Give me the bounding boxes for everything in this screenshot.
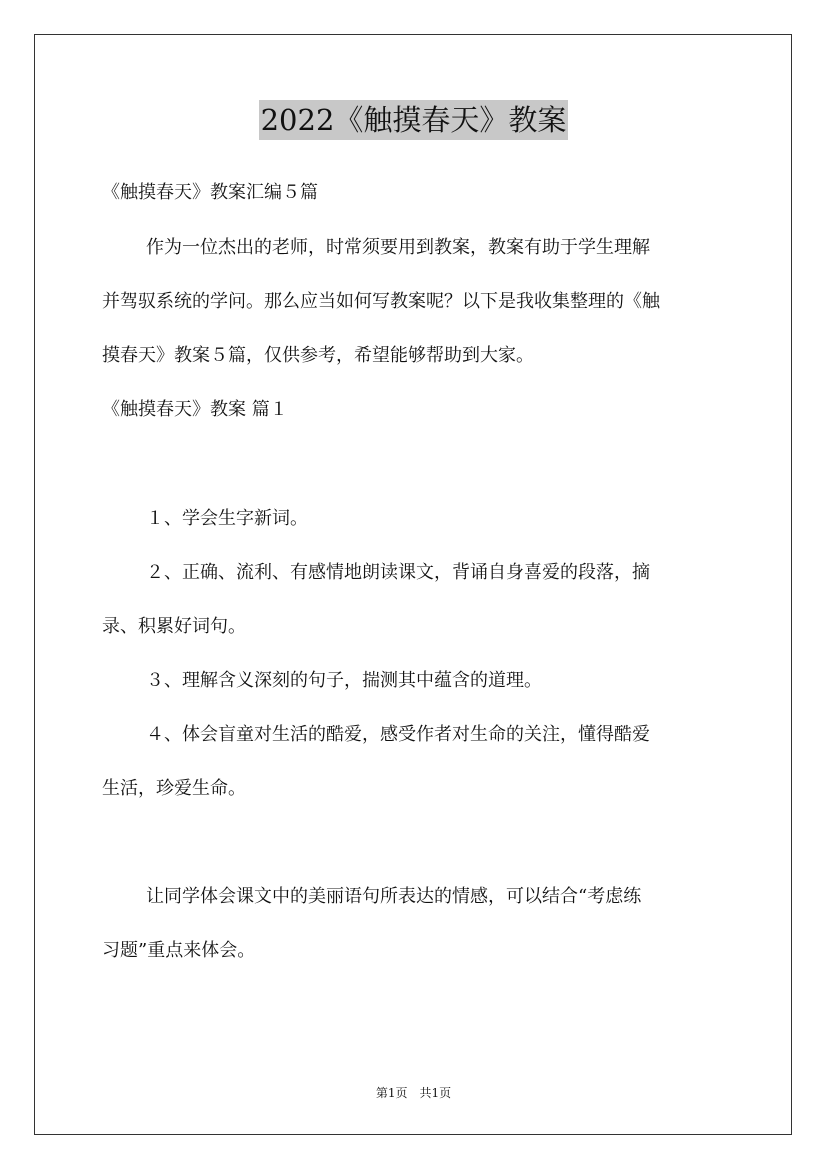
page-footer: 第1页 共1页 (375, 1086, 452, 1100)
title-wrap (0, 100, 827, 140)
subtitle: 《触摸春天》教案汇编５篇 (102, 182, 318, 203)
focus-line-2: 习题”重点来体会。 (102, 940, 256, 961)
intro-line-3: 摸春天》教案５篇，仅供参考，希望能够帮助到大家。 (102, 345, 534, 366)
focus-line-1: 让同学体会课文中的美丽语句所表达的情感，可以结合“考虑练 (146, 886, 642, 907)
document-title: 2022《触摸春天》教案 (259, 100, 569, 140)
goal-1: １、学会生字新词。 (146, 508, 308, 529)
goal-4-line-1: ４、体会盲童对生活的酷爱，感受作者对生命的关注，懂得酷爱 (146, 724, 650, 745)
intro-line-1: 作为一位杰出的老师，时常须要用到教案，教案有助于学生理解 (146, 237, 650, 258)
intro-line-2: 并驾驭系统的学问。那么应当如何写教案呢？以下是我收集整理的《触 (102, 291, 660, 312)
goal-2-line-2: 录、积累好词句。 (102, 616, 246, 637)
goal-3: ３、理解含义深刻的句子，揣测其中蕴含的道理。 (146, 670, 542, 691)
goal-2-line-1: ２、正确、流利、有感情地朗读课文，背诵自身喜爱的段落，摘 (146, 562, 650, 583)
section-heading: 《触摸春天》教案 篇１ (102, 399, 288, 420)
goal-4-line-2: 生活，珍爱生命。 (102, 778, 246, 799)
